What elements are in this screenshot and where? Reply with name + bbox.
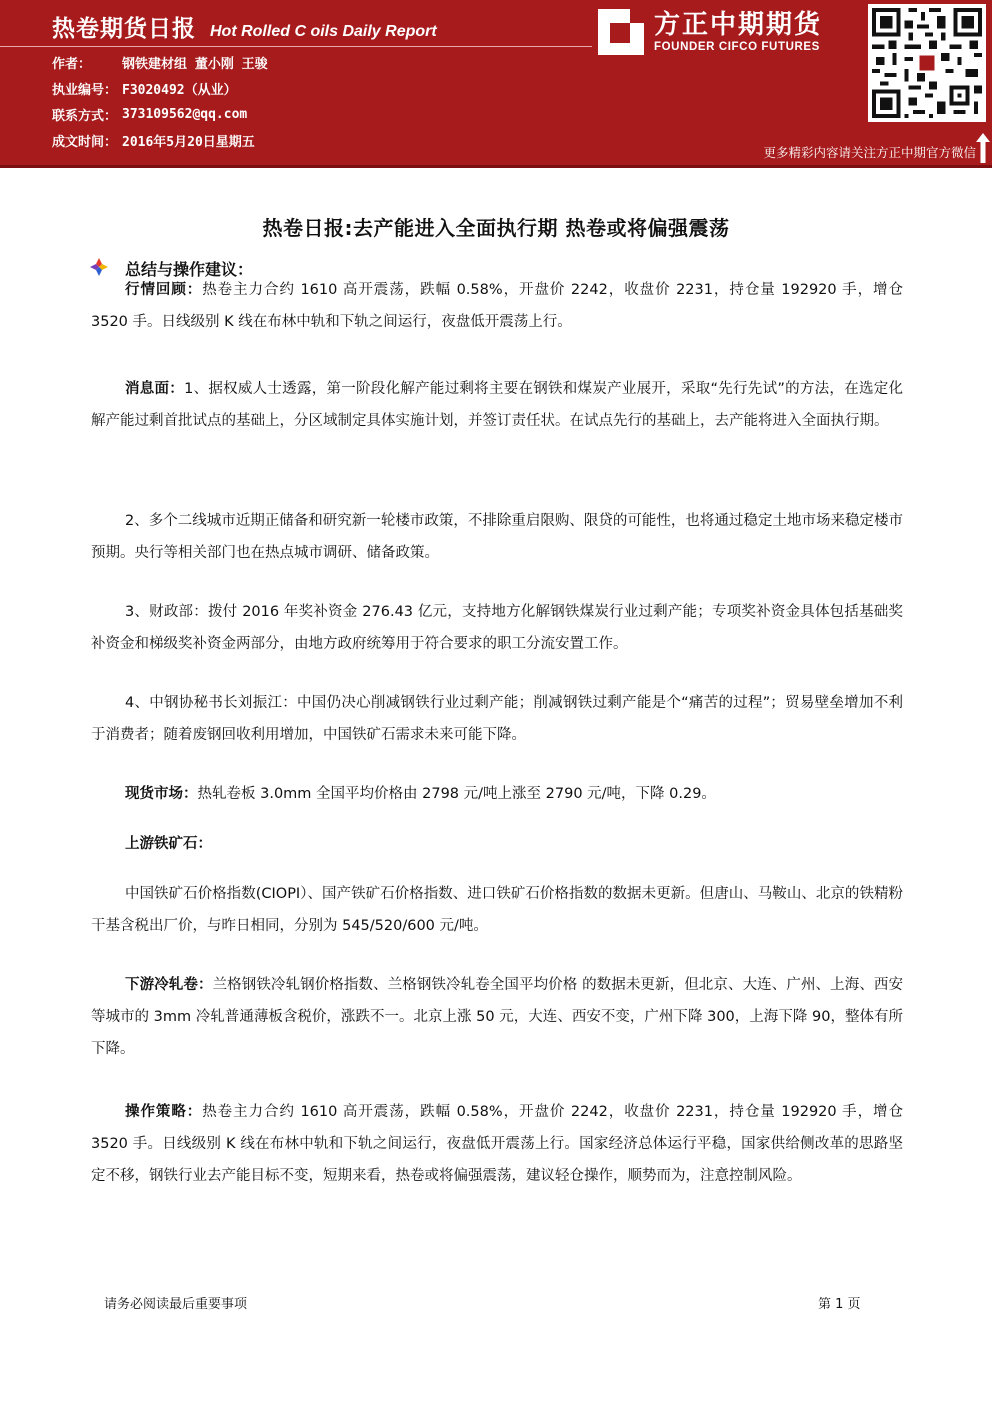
paragraph-iron-ore [91, 878, 903, 942]
meta-value: F3020492（从业） [122, 82, 237, 98]
paragraph-key: 现货市场： [125, 786, 198, 802]
paragraph-key: 操作策略： [125, 1104, 203, 1120]
logo-name-en: FOUNDER CIFCO FUTURES [654, 41, 820, 53]
paragraph-text: 中国铁矿石价格指数(CIOPI）、国产铁矿石价格指数、进口铁矿石价格指数的数据未更新。但唐山、马鞍山、北京的铁精粉干基含税出厂价，与昨日相同，分别为 545/520/600 元/吨。 [91, 886, 903, 934]
paragraph-key: 下游冷轧卷： [125, 977, 213, 993]
meta-value: 2016年5月20日星期五 [122, 134, 255, 150]
report-title [52, 10, 437, 44]
wechat-follow-note: 更多精彩内容请关注方正中期官方微信 [763, 145, 976, 160]
paragraph-text: 热轧卷板 3.0mm 全国平均价格由 2798 元/吨上涨至 2790 元/吨，下降 0.29。 [197, 786, 716, 802]
paragraph-strategy [91, 1096, 903, 1192]
paragraph-news-2 [91, 505, 903, 569]
section-title: 总结与操作建议： [125, 260, 254, 279]
meta-value: 373109562@qq.com [122, 106, 248, 122]
paragraph-key: 消息面： [125, 381, 185, 397]
paragraph-cold-rolled [91, 969, 903, 1065]
paragraph-news-1 [91, 373, 903, 437]
up-arrow-icon [976, 133, 990, 163]
paragraph-text: 热卷主力合约 1610 高开震荡，跌幅 0.58%，开盘价 2242，收盘价 2231，持仓量 192920 手，增仓 3520 手。日线级别 K 线在布林中轨和下轨之间运行，夜盘低开震荡上行。 [91, 282, 904, 330]
footer-notice: 请务必阅读最后重要事项 [104, 1297, 248, 1312]
logo-name-zh: 方正中期期货 [654, 10, 823, 40]
paragraph-text: 热卷主力合约 1610 高开震荡，跌幅 0.58%，开盘价 2242，收盘价 2231，持仓量 192920 手，增仓 3520 手。日线级别 K 线在布林中轨和下轨之间运行，夜盘低开震荡上行。国家经济总体运行平稳，国家供给侧改革的思路坚定不移，钢铁行业去产能目标不变，短期来看，热卷或将偏强震荡，建议轻仓操作，顺势而为，注意控制风险。 [91, 1104, 904, 1184]
meta-value: 钢铁建材组 董小刚 王骏 [122, 56, 268, 72]
paragraph-news-3 [91, 596, 903, 660]
paragraph-text: 3、财政部：拨付 2016 年奖补资金 276.43 亿元，支持地方化解钢铁煤炭行业过剩产能；专项奖补资金具体包括基础奖补资金和梯级奖补资金两部分，由地方政府统筹用于符合要求的职工分流安置工作。 [91, 604, 903, 652]
meta-label: 联系方式： [52, 108, 118, 124]
paragraph-text: 兰格钢铁冷轧钢价格指数、兰格钢铁冷轧卷全国平均价格 的数据未更新，但北京、大连、广州、上海、西安等城市的 3mm 冷轧普通薄板含税价，涨跌不一。北京上涨 50 元，大连、西安不变，广州下降 300，上海下降 90，整体有所下降。 [91, 977, 904, 1057]
meta-label: 成文时间： [52, 134, 118, 150]
paragraph-upstream-title [91, 828, 903, 860]
paragraph-key: 行情回顾： [125, 282, 203, 298]
meta-label: 执业编号： [52, 82, 118, 98]
meta-license [52, 77, 237, 99]
report-title-en: Hot Rolled C oils Daily Report [210, 23, 437, 40]
meta-author [52, 51, 268, 73]
company-logo [598, 4, 860, 60]
meta-label: 作者： [52, 56, 92, 72]
paragraph-spot-market [91, 778, 903, 810]
paragraph-market-review [91, 274, 903, 338]
report-header [0, 0, 992, 165]
header-divider [0, 46, 592, 47]
paragraph-text: 4、中钢协秘书长刘振江：中国仍决心削减钢铁行业过剩产能；削减钢铁过剩产能是个“痛苦的过程”；贸易壁垒增加不利于消费者；随着废钢回收利用增加，中国铁矿石需求未来可能下降。 [91, 695, 903, 743]
document-title: 热卷日报:去产能进入全面执行期 热卷或将偏强震荡 [262, 216, 730, 240]
founder-logo-icon [598, 9, 644, 55]
report-title-zh: 热卷期货日报 [52, 16, 196, 42]
paragraph-key: 上游铁矿石： [125, 836, 212, 852]
meta-date [52, 129, 255, 151]
paragraph-news-4 [91, 687, 903, 751]
paragraph-text: 2、多个二线城市近期正储备和研究新一轮楼市政策，不排除重启限购、限贷的可能性，也将通过稳定土地市场来稳定楼市预期。央行等相关部门也在热点城市调研、储备政策。 [91, 513, 903, 561]
paragraph-text: 1、据权威人士透露，第一阶段化解产能过剩将主要在钢铁和煤炭产业展开，采取“先行先试”的方法，在选定化解产能过剩首批试点的基础上，分区域制定具体实施计划，并签订责任状。在试点先行的基础上，去产能将进入全面执行期。 [91, 381, 903, 429]
header-bottom-line [0, 165, 992, 168]
page-number: 第 1 页 [818, 1297, 861, 1312]
qr-code-icon [868, 4, 986, 122]
meta-contact [52, 103, 247, 125]
